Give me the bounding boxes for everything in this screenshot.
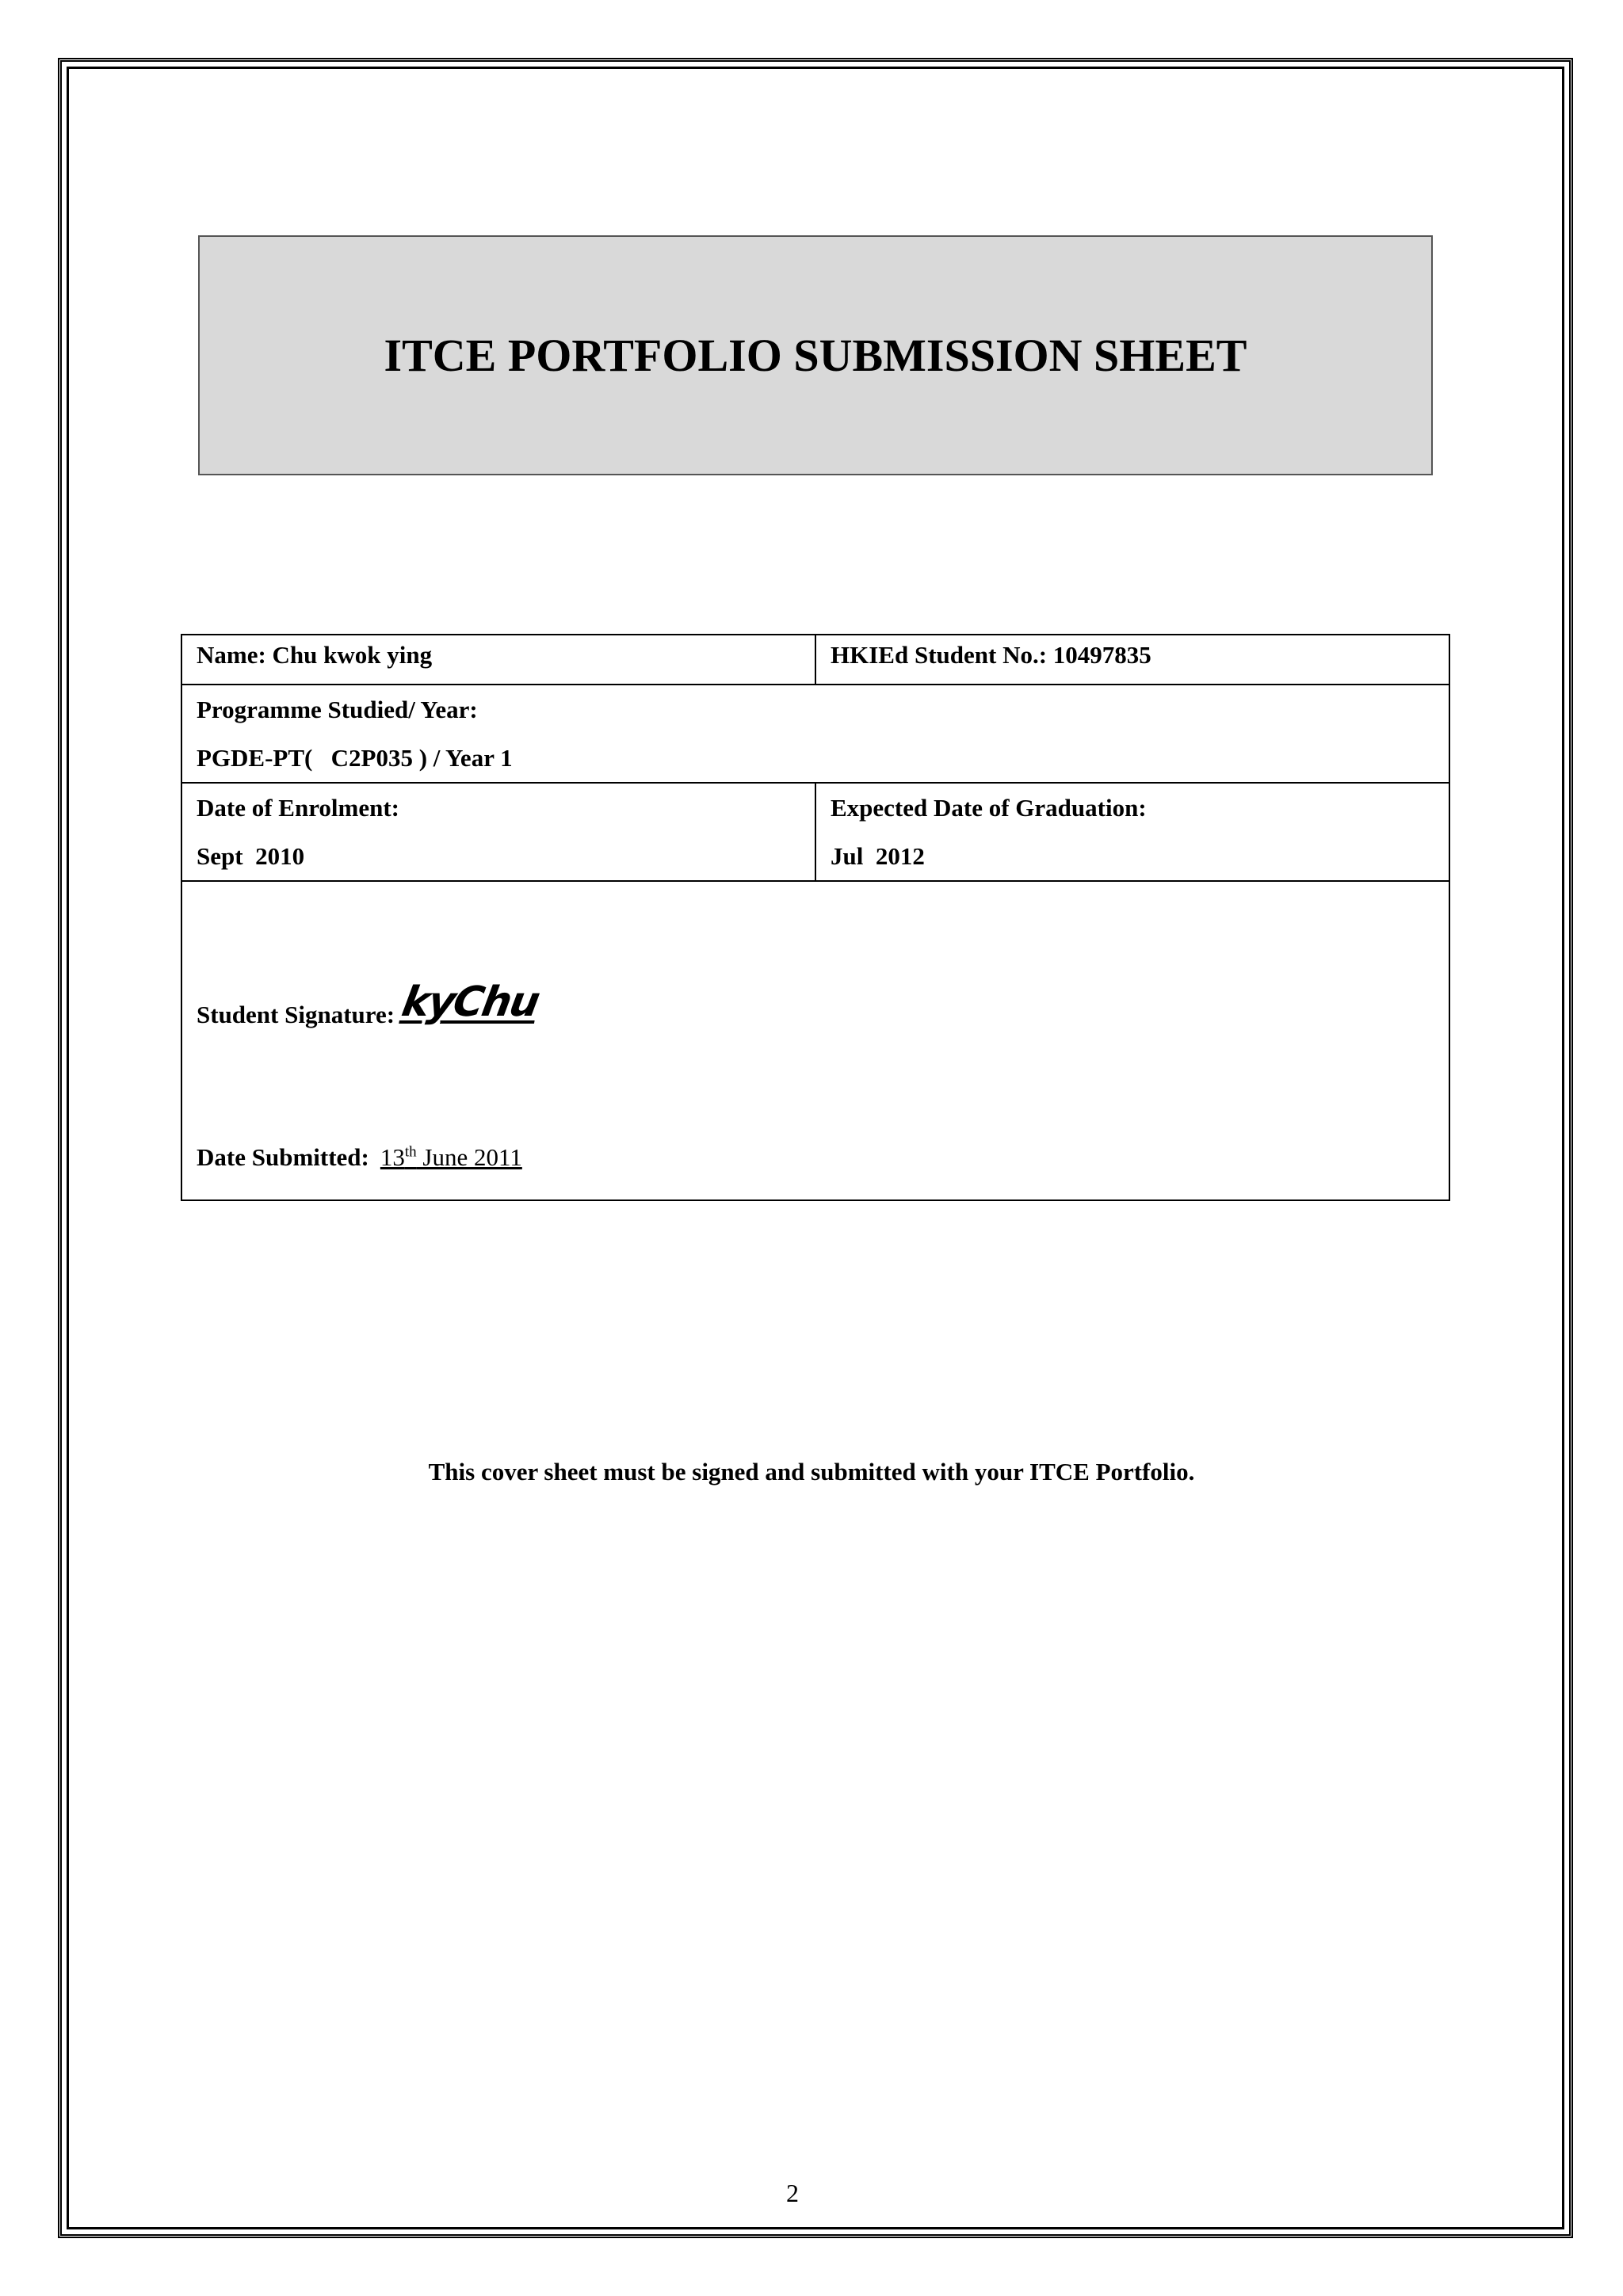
- signature-label: Student Signature:: [197, 1001, 395, 1028]
- page-number: 2: [786, 2179, 799, 2207]
- title-box: [198, 235, 1433, 475]
- submission-notice: This cover sheet must be signed and submitted with your ITCE Portfolio.: [428, 1458, 1195, 1486]
- table-row: [181, 881, 1449, 1200]
- student-name: Name: Chu kwok ying: [197, 641, 433, 669]
- date-submitted-value: [380, 1143, 522, 1171]
- signature-line: [197, 978, 543, 1031]
- student-signature: kyChu: [398, 978, 543, 1026]
- graduation-cell: [815, 783, 1449, 881]
- student-no-cell: [815, 635, 1449, 685]
- page-title: ITCE PORTFOLIO SUBMISSION SHEET: [384, 330, 1247, 381]
- programme-value: PGDE-PT( C2P035 ) / Year 1: [197, 744, 513, 772]
- date-submitted-suffix: th: [404, 1143, 417, 1161]
- date-submitted-line: [197, 1142, 522, 1173]
- enrolment-cell: [181, 783, 815, 881]
- date-submitted-day: 13: [380, 1143, 405, 1171]
- table-row: [181, 635, 1449, 685]
- graduation-value: Jul 2012: [831, 842, 925, 870]
- date-submitted-label: Date Submitted:: [197, 1143, 369, 1171]
- programme-cell: [181, 685, 1449, 783]
- programme-label: Programme Studied/ Year:: [197, 696, 478, 723]
- enrolment-label: Date of Enrolment:: [197, 794, 399, 822]
- table-row: [181, 685, 1449, 783]
- date-submitted-rest: June 2011: [416, 1143, 522, 1171]
- student-number: HKIEd Student No.: 10497835: [831, 641, 1151, 669]
- enrolment-value: Sept 2010: [197, 842, 305, 870]
- table-row: [181, 783, 1449, 881]
- submission-form-table: [181, 634, 1450, 1201]
- graduation-label: Expected Date of Graduation:: [831, 794, 1147, 822]
- name-cell: [181, 635, 815, 685]
- signature-cell: [181, 881, 1449, 1200]
